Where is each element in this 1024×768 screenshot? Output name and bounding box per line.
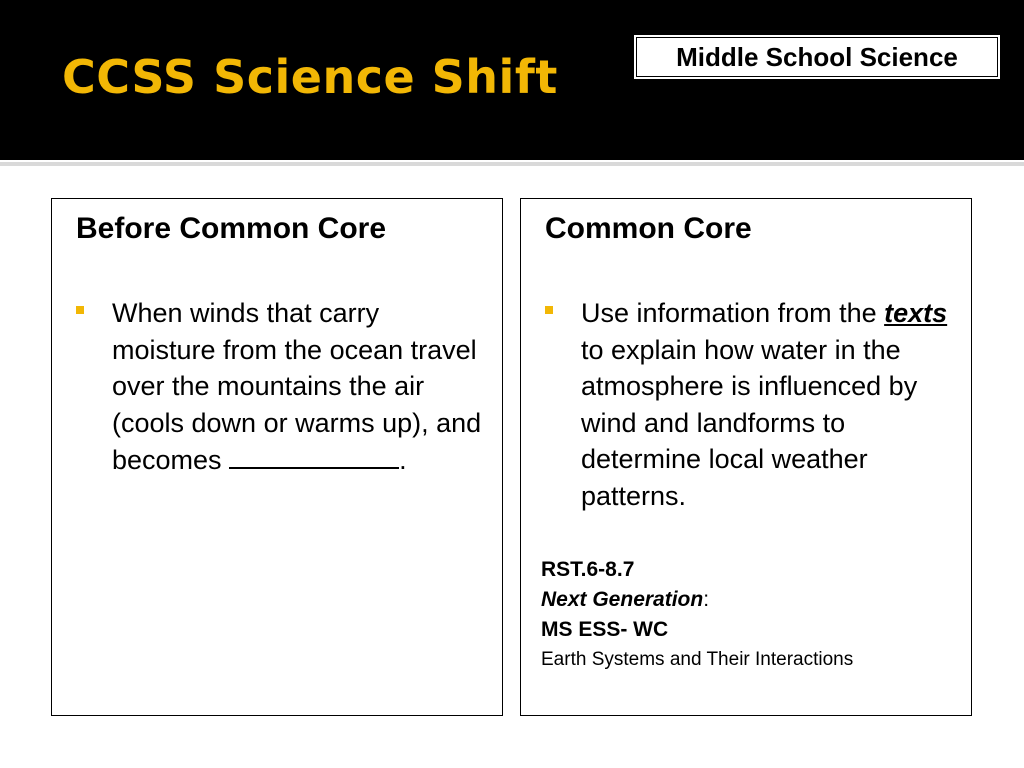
list-item [76,295,484,479]
slide-title: CCSS Science Shift [62,50,558,104]
square-bullet-icon [76,306,84,314]
next-generation-label: Next Generation [541,588,704,611]
answer-blank [229,441,399,469]
standards-reference [541,555,853,675]
ms-ess-code: MS ESS- WC [541,618,669,641]
bullet-text-end: to explain how water in the atmosphere is influenced by wind and landforms to determine local weather patterns. [581,334,918,511]
before-bullet-text [112,295,484,479]
subject-badge: Middle School Science [632,33,1002,81]
common-core-bullet-text [581,295,953,514]
texts-emphasis: texts [884,298,948,328]
before-bullet-period: . [399,445,407,475]
common-core-heading: Common Core [545,212,752,245]
square-bullet-icon [545,306,553,314]
next-generation-colon: : [703,588,710,611]
next-generation-line [541,585,853,615]
header-divider [0,162,1024,166]
list-item [545,295,953,514]
bullet-text-start: Use information from the [581,298,885,328]
before-bullet-question: When winds that carry moisture from the ocean travel over the mountains the air (cools down or warms up), and becomes [112,298,482,475]
standard-code: RST.6-8.7 [541,558,635,581]
before-common-core-panel [51,198,503,716]
ms-ess-description: Earth Systems and Their Interactions [541,649,854,670]
title-banner [0,0,1024,160]
before-common-core-heading: Before Common Core [76,212,387,245]
common-core-panel [520,198,972,716]
